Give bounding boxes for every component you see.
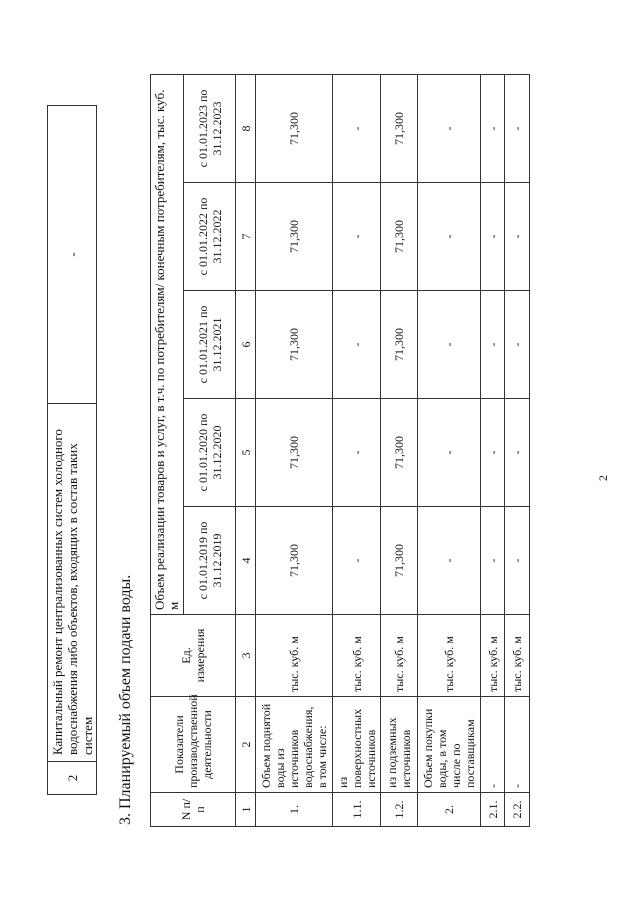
header-num: N п/п bbox=[151, 793, 236, 827]
header-period-2022: с 01.01.2022 по 31.12.2022 bbox=[184, 183, 236, 291]
header-row bbox=[151, 74, 184, 826]
row-value: - bbox=[333, 507, 381, 615]
header-period-2021: с 01.01.2021 по 31.12.2021 bbox=[184, 291, 236, 399]
row-value: 71,300 bbox=[381, 183, 418, 291]
row-unit: тыс. куб. м bbox=[381, 615, 418, 697]
row-indicator: из подземных источников bbox=[381, 697, 418, 793]
table-row bbox=[333, 74, 381, 826]
row-unit: тыс. куб. м bbox=[480, 615, 505, 697]
index-cell: 1 bbox=[236, 793, 256, 827]
index-cell: 6 bbox=[236, 291, 256, 399]
row-value: 71,300 bbox=[381, 507, 418, 615]
row-value: - bbox=[333, 291, 381, 399]
row-value: 71,300 bbox=[256, 291, 333, 399]
header-indicator: Показатели производственной деятельности bbox=[151, 697, 236, 793]
row-value: 71,300 bbox=[381, 74, 418, 182]
row-number: 2.1. bbox=[480, 793, 505, 827]
row-indicator: из поверхностных источников bbox=[333, 697, 381, 793]
row-value: - bbox=[480, 399, 505, 507]
table-row bbox=[480, 74, 505, 826]
row-value: 71,300 bbox=[381, 291, 418, 399]
row-description: Капитальный ремонт централизованных систем холодного водоснабжения либо объектов, входящих в состав таких систем bbox=[48, 404, 97, 762]
table-row bbox=[418, 74, 480, 826]
index-cell: 3 bbox=[236, 615, 256, 697]
header-period-2023: с 01.01.2023 по 31.12.2023 bbox=[184, 74, 236, 182]
row-value: - bbox=[418, 183, 480, 291]
table-row bbox=[256, 74, 333, 826]
row-value: - bbox=[505, 291, 530, 399]
index-cell: 2 bbox=[236, 697, 256, 793]
row-indicator: - bbox=[480, 697, 505, 793]
row-unit: тыс. куб. м bbox=[333, 615, 381, 697]
header-period-2019: с 01.01.2019 по 31.12.2019 bbox=[184, 507, 236, 615]
row-value: - bbox=[418, 291, 480, 399]
row-value: 71,300 bbox=[256, 507, 333, 615]
header-unit: Ед. измерения bbox=[151, 615, 236, 697]
row-value: 71,300 bbox=[256, 399, 333, 507]
row-indicator: Объем поднятой воды из источников водоснабжения, в том числе: bbox=[256, 697, 333, 793]
row-value: - bbox=[480, 291, 505, 399]
row-number: 1.2. bbox=[381, 793, 418, 827]
row-value: - bbox=[505, 74, 530, 182]
row-number: 2.2. bbox=[505, 793, 530, 827]
index-cell: 4 bbox=[236, 507, 256, 615]
row-value: - bbox=[333, 183, 381, 291]
row-value: - bbox=[480, 74, 505, 182]
table-row bbox=[505, 74, 530, 826]
index-cell: 5 bbox=[236, 399, 256, 507]
row-value: - bbox=[333, 399, 381, 507]
table-row bbox=[381, 74, 418, 826]
header-volume: Объем реализации товаров и услуг, в т.ч. по потребителям/ конечным потребителям, тыс. куб. м bbox=[151, 74, 184, 614]
row-indicator: Объем покупки воды, в том числе по поставщикам bbox=[418, 697, 480, 793]
row-value: 71,300 bbox=[256, 183, 333, 291]
row-value: - bbox=[418, 507, 480, 615]
table-row bbox=[48, 106, 97, 795]
row-number: 1. bbox=[256, 793, 333, 827]
header-period-2020: с 01.01.2020 по 31.12.2020 bbox=[184, 399, 236, 507]
row-value: - bbox=[505, 507, 530, 615]
row-value: 71,300 bbox=[256, 74, 333, 182]
row-unit: тыс. куб. м bbox=[256, 615, 333, 697]
row-value: 71,300 bbox=[381, 399, 418, 507]
row-value: - bbox=[418, 399, 480, 507]
page-number: 2 bbox=[596, 475, 610, 481]
row-value: - bbox=[505, 183, 530, 291]
water-supply-volume-table bbox=[150, 74, 530, 827]
row-unit: тыс. куб. м bbox=[418, 615, 480, 697]
index-cell: 8 bbox=[236, 74, 256, 182]
row-unit: тыс. куб. м bbox=[505, 615, 530, 697]
index-cell: 7 bbox=[236, 183, 256, 291]
row-number: 2. bbox=[418, 793, 480, 827]
row-value: - bbox=[480, 507, 505, 615]
index-row bbox=[236, 74, 256, 826]
row-value: - bbox=[418, 74, 480, 182]
row-value: - bbox=[333, 74, 381, 182]
row-number: 1.1. bbox=[333, 793, 381, 827]
row-value: - bbox=[480, 183, 505, 291]
row-value: - bbox=[48, 106, 97, 404]
row-number: 2 bbox=[48, 762, 97, 795]
section-heading: 3. Планируемый объем подачи воды. bbox=[117, 574, 134, 825]
row-value: - bbox=[505, 399, 530, 507]
capital-repair-table bbox=[47, 105, 97, 795]
row-indicator: - bbox=[505, 697, 530, 793]
